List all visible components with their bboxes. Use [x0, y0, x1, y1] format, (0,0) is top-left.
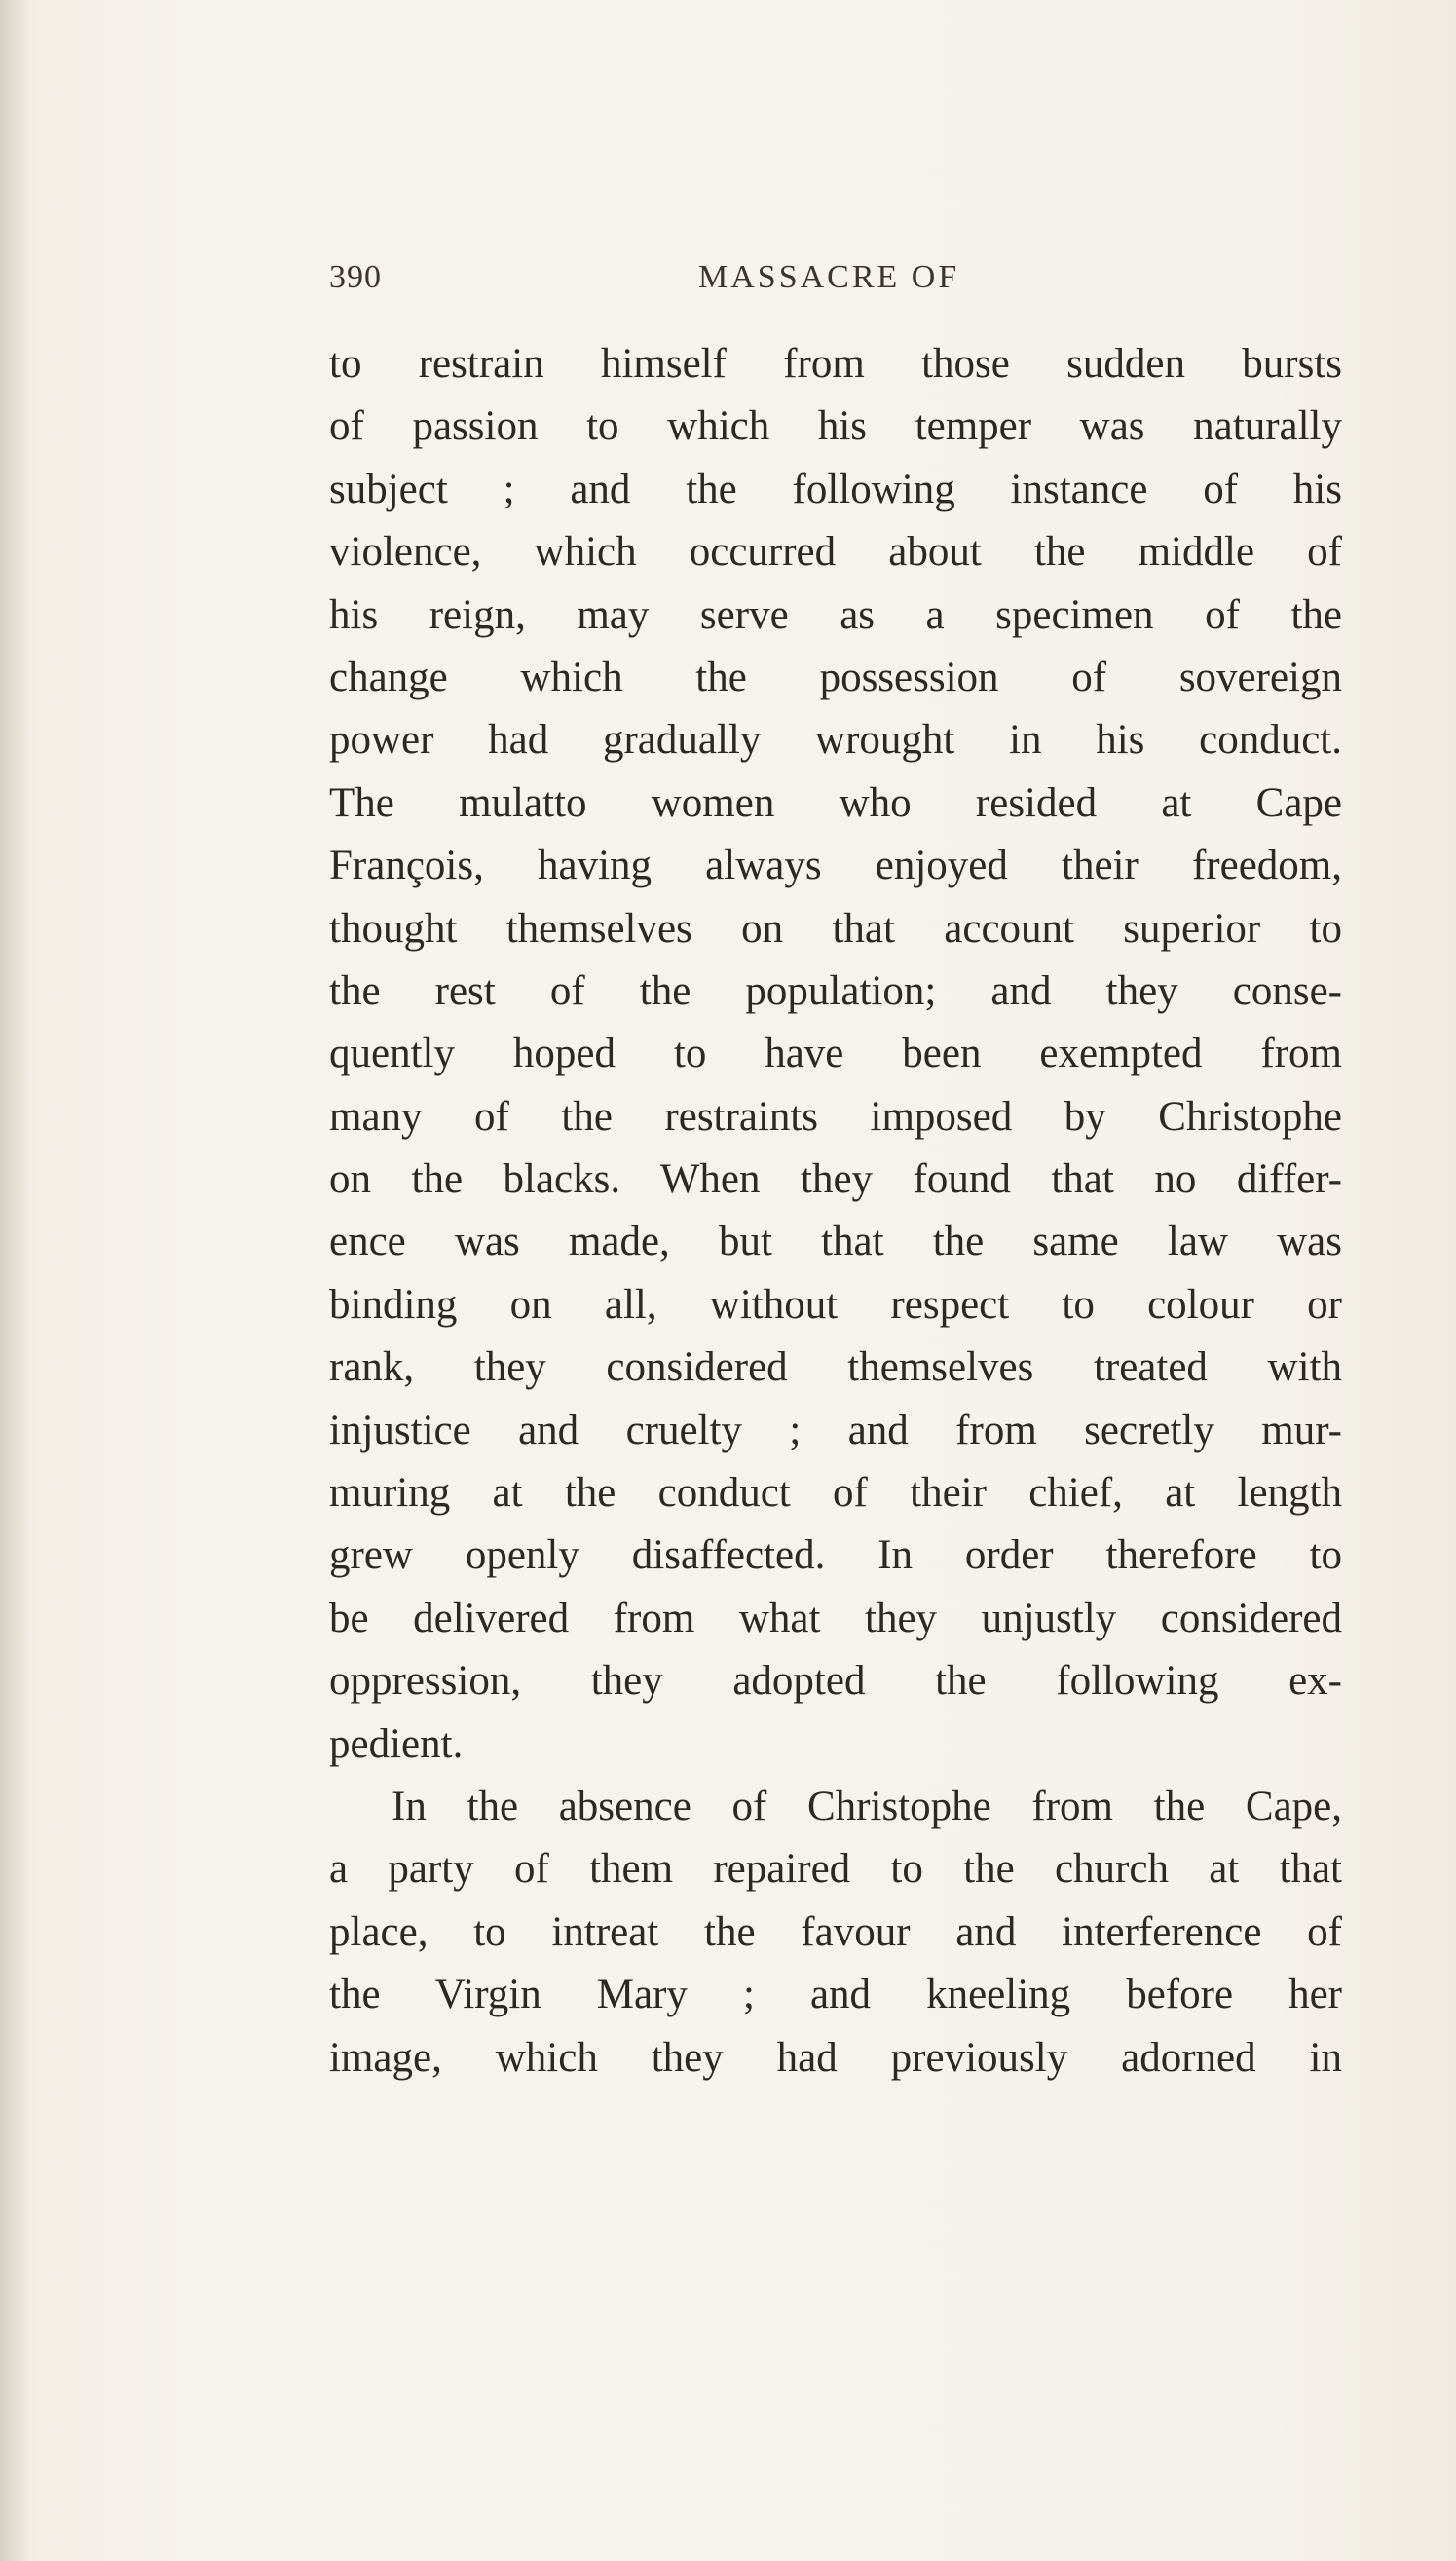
text-line: binding on all, without respect to colour or [329, 1281, 1342, 1328]
text-line: the rest of the population; and they conse- [329, 967, 1342, 1014]
text-line: pedient. [329, 1720, 464, 1767]
text-line: violence, which occurred about the middle of [329, 529, 1342, 576]
page-header [329, 251, 1342, 310]
text-line: a party of them repaired to the church at that [329, 1846, 1342, 1893]
running-head: MASSACRE OF [698, 259, 960, 295]
text-line: injustice and cruelty ; and from secretly mur- [329, 1407, 1342, 1453]
text-line: his reign, may serve as a specimen of the [329, 591, 1342, 638]
text-line: muring at the conduct of their chief, at length [329, 1470, 1342, 1517]
text-line: many of the restraints imposed by Christophe [329, 1093, 1342, 1140]
text-line: be delivered from what they unjustly considered [329, 1595, 1342, 1641]
page-number: 390 [329, 259, 382, 295]
text-line: rank, they considered themselves treated with [329, 1344, 1342, 1391]
text-line: oppression, they adopted the following ex- [329, 1658, 1342, 1705]
text-line: ence was made, but that the same law was [329, 1219, 1342, 1265]
text-line: power had gradually wrought in his conduct. [329, 717, 1342, 764]
text-line: grew openly disaffected. In order therefore to [329, 1532, 1342, 1579]
text-line: on the blacks. When they found that no differ- [329, 1156, 1342, 1203]
text-line: quently hoped to have been exempted from [329, 1031, 1342, 1077]
text-line: In the absence of Christophe from the Cape, [392, 1783, 1342, 1829]
text-line: thought themselves on that account superior to [329, 905, 1342, 952]
gutter-shadow [0, 0, 29, 2561]
body-text [329, 333, 1342, 2090]
text-line: François, having always enjoyed their freedom, [329, 843, 1342, 889]
text-line: the Virgin Mary ; and kneeling before her [329, 1972, 1342, 2018]
text-line: place, to intreat the favour and interference of [329, 1908, 1342, 1955]
text-line: The mulatto women who resided at Cape [329, 779, 1342, 826]
text-line: to restrain himself from those sudden bursts [329, 341, 1342, 387]
text-line: of passion to which his temper was naturally [329, 403, 1342, 450]
text-line: change which the possession of sovereign [329, 654, 1342, 700]
text-line: image, which they had previously adorned in [329, 2034, 1342, 2081]
text-line: subject ; and the following instance of his [329, 466, 1342, 512]
